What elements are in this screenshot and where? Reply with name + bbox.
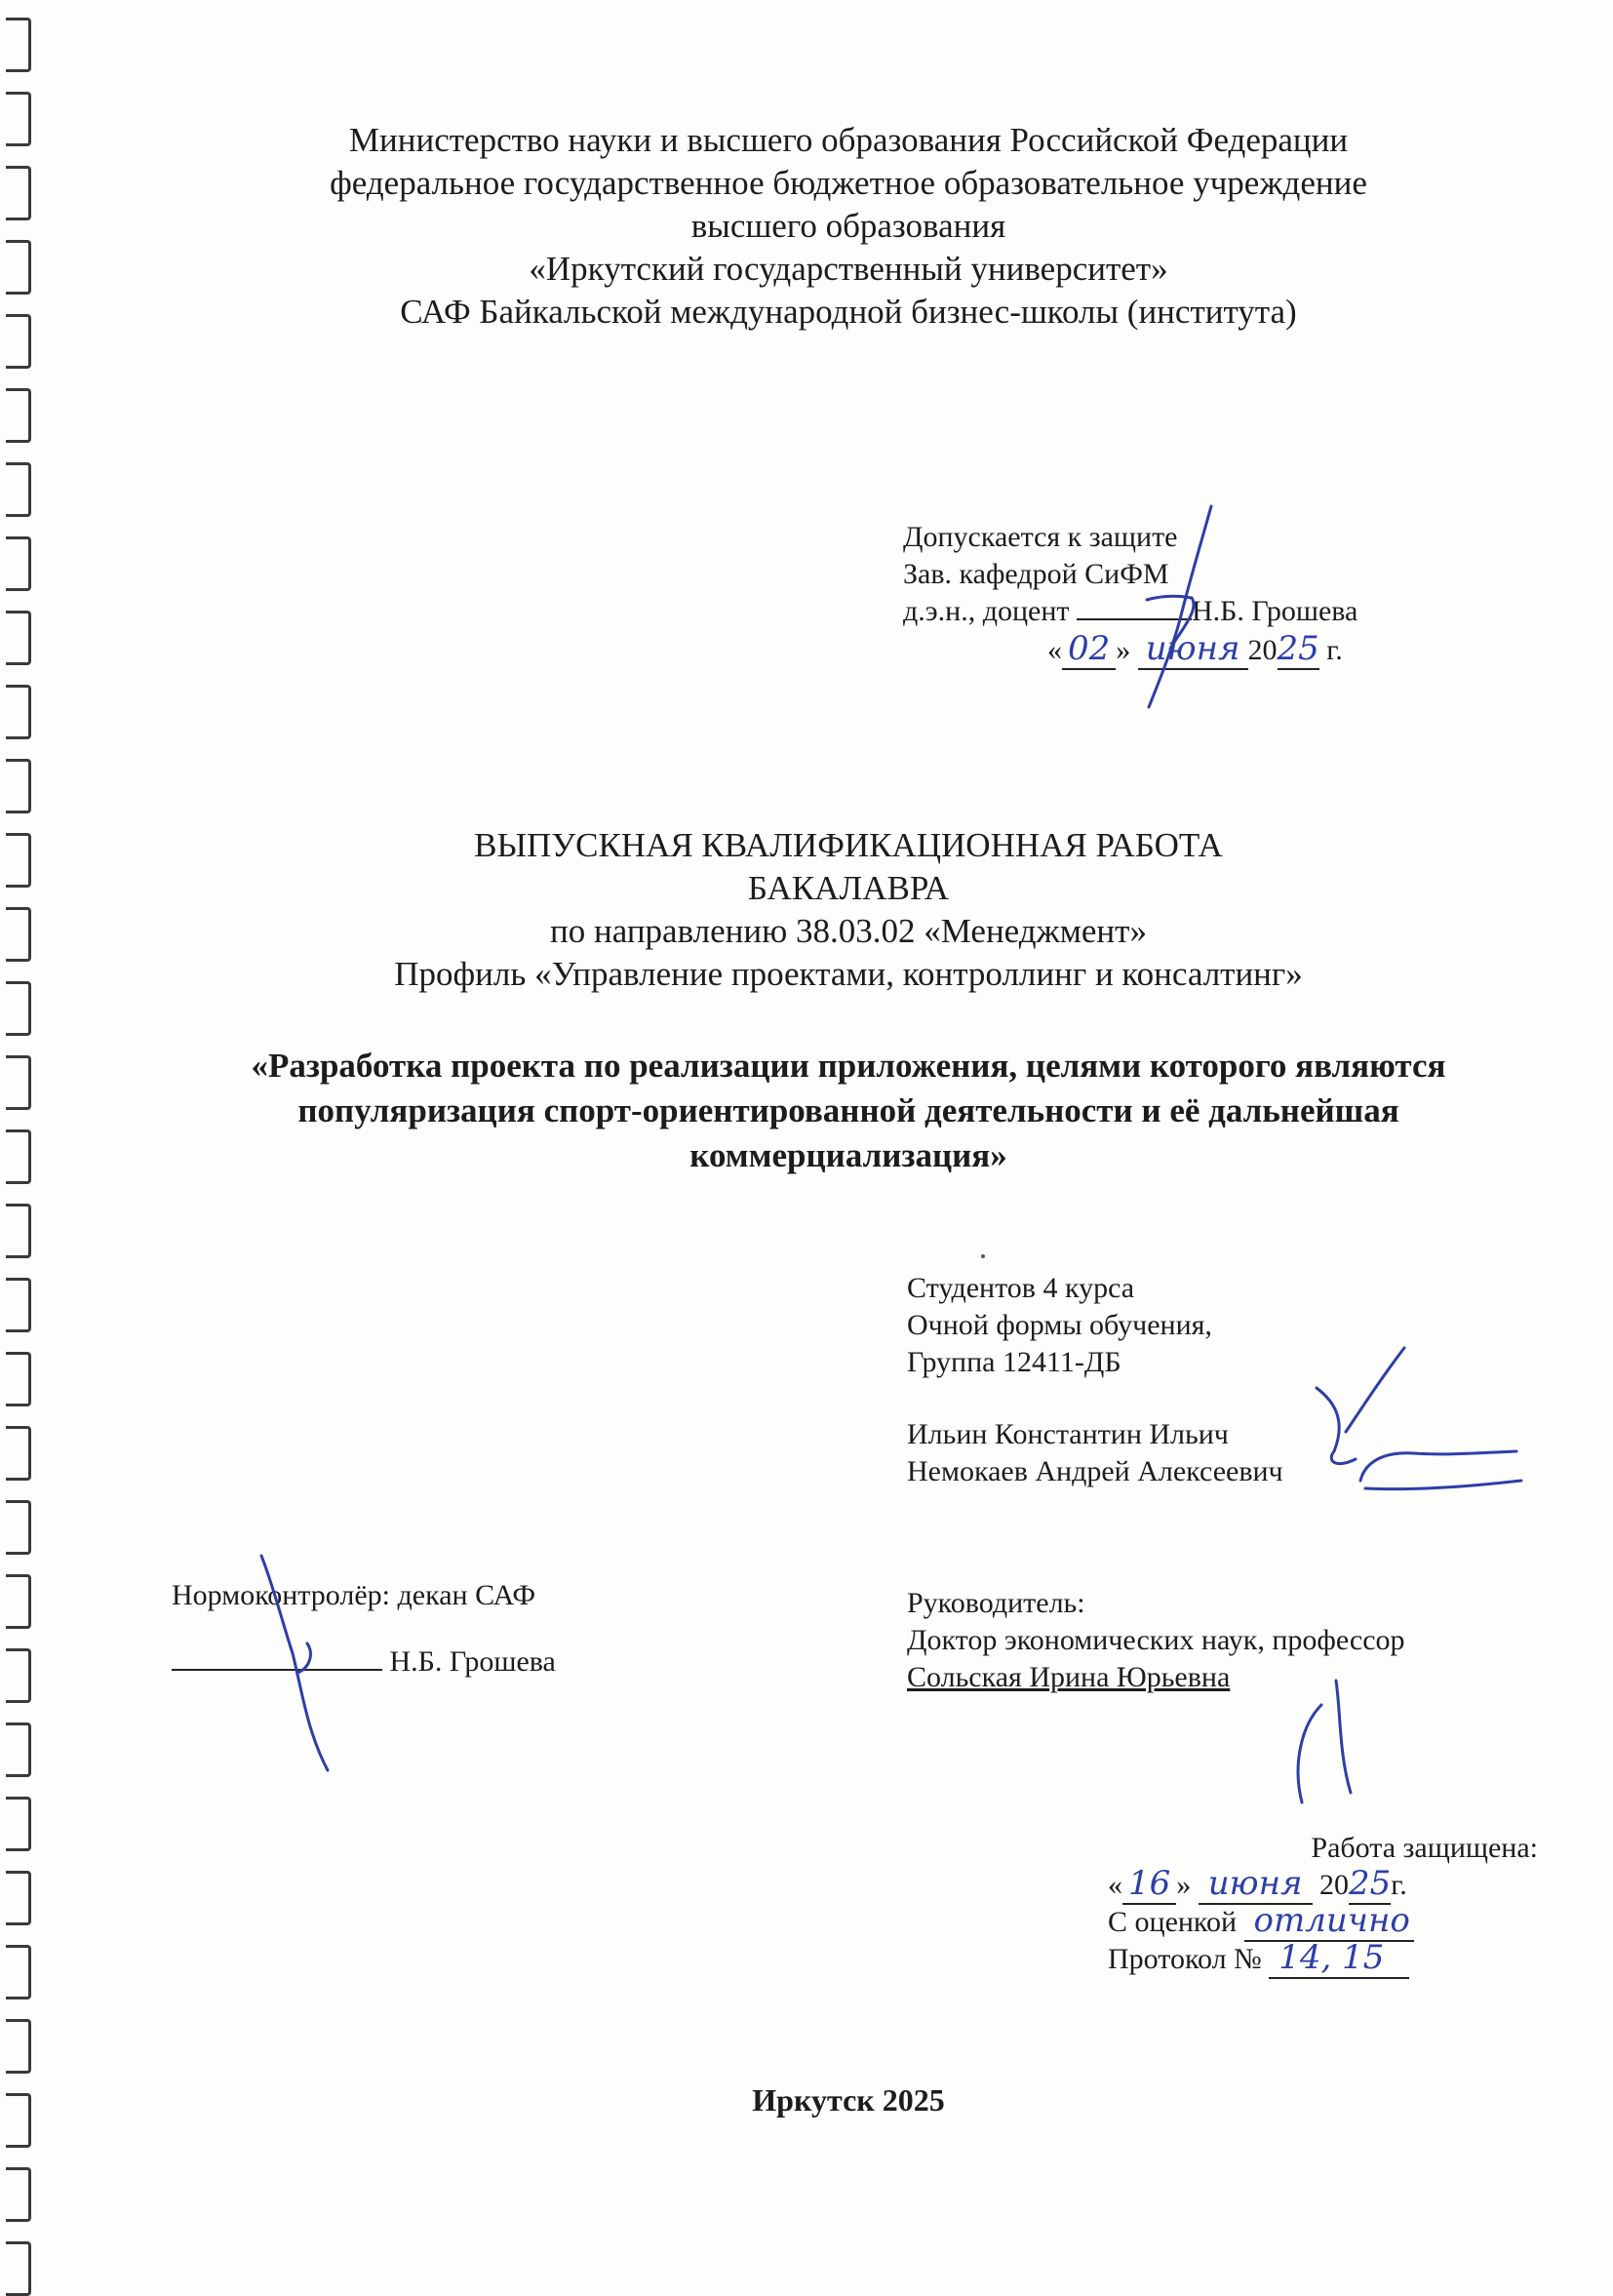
work-title-block bbox=[0, 824, 1613, 996]
direction-line: по направлению 38.03.02 «Менеджмент» bbox=[550, 912, 1147, 950]
education-level-line: высшего образования bbox=[690, 207, 1006, 245]
admission-line: Допускается к защите bbox=[903, 521, 1178, 553]
institution-type-line: федеральное государственное бюджетное образовательное учреждение bbox=[330, 164, 1367, 202]
binding-ring bbox=[6, 536, 31, 591]
supervisor-label: Руководитель: bbox=[907, 1587, 1085, 1619]
supervisor-degree: Доктор экономических наук, профессор bbox=[907, 1624, 1405, 1656]
normcontrol-block bbox=[172, 1577, 556, 1681]
students-block bbox=[907, 1270, 1212, 1381]
binding-ring bbox=[6, 1945, 31, 1999]
supervisor-signature-icon bbox=[1282, 1676, 1380, 1812]
grade-line: С оценкой отлично bbox=[1108, 1903, 1414, 1940]
group-line: Группа 12411-ДБ bbox=[907, 1346, 1121, 1378]
admission-date-year: 25 bbox=[1277, 629, 1319, 668]
normcontrol-label: Нормоконтролёр: декан САФ bbox=[172, 1579, 536, 1611]
binding-ring bbox=[6, 1722, 31, 1777]
binding-ring bbox=[6, 685, 31, 739]
binding-ring bbox=[6, 1500, 31, 1555]
normcontrol-signature-line bbox=[172, 1643, 556, 1681]
university-name-line: «Иркутский государственный университет» bbox=[529, 250, 1168, 288]
binding-ring bbox=[6, 611, 31, 665]
binding-ring bbox=[6, 388, 31, 443]
thesis-topic: «Разработка проекта по реализации приложения, целями которого являются популяризация спорт-ориентированной деятельности и её дальнейшая коммерциализация» bbox=[251, 1047, 1446, 1174]
paper-speck bbox=[981, 1254, 985, 1258]
degree-line: БАКАЛАВРА bbox=[747, 869, 950, 907]
authors-block bbox=[907, 1416, 1283, 1490]
normcontrol-signature-icon bbox=[254, 1546, 341, 1775]
binding-ring bbox=[6, 1871, 31, 1925]
binding-ring bbox=[6, 1426, 31, 1481]
work-type-line: ВЫПУСКНАЯ КВАЛИФИКАЦИОННАЯ РАБОТА bbox=[474, 826, 1223, 864]
department-head-line: Зав. кафедрой СиФМ bbox=[903, 558, 1169, 590]
supervisor-name: Сольская Ирина Юрьевна bbox=[907, 1661, 1231, 1693]
defense-date-month: июня bbox=[1199, 1864, 1313, 1905]
department-head-name-line: д.э.н., доцент Н.Б. Грошева bbox=[903, 595, 1358, 627]
institution-header bbox=[0, 119, 1613, 334]
city-year: Иркутск 2025 bbox=[752, 2082, 945, 2118]
school-name-line: САФ Байкальской международной бизнес-школы (института) bbox=[400, 293, 1297, 331]
defense-title: Работа защищена: bbox=[1311, 1832, 1538, 1864]
binding-ring bbox=[6, 1278, 31, 1332]
binding-ring bbox=[6, 2241, 31, 2296]
defense-date-day: 16 bbox=[1122, 1864, 1176, 1905]
department-head-name: Н.Б. Грошева bbox=[1192, 595, 1358, 627]
binding-ring bbox=[6, 18, 31, 72]
binding-ring bbox=[6, 1204, 31, 1258]
admission-date: « 02 » июня 2025 г. bbox=[1047, 629, 1343, 668]
admission-date-day: 02 bbox=[1062, 629, 1116, 670]
profile-line: Профиль «Управление проектами, контроллинг и консалтинг» bbox=[394, 955, 1303, 993]
binding-ring bbox=[6, 2019, 31, 2074]
defense-date-year: 25 bbox=[1349, 1864, 1392, 1903]
author-signature-icon bbox=[1307, 1344, 1531, 1515]
binding-ring bbox=[6, 1352, 31, 1406]
binding-ring bbox=[6, 462, 31, 517]
protocol-value: 14, 15 bbox=[1269, 1938, 1409, 1979]
author-name: Немокаев Андрей Алексеевич bbox=[907, 1455, 1283, 1487]
binding-ring bbox=[6, 1648, 31, 1703]
study-form-line: Очной формы обучения, bbox=[907, 1309, 1212, 1341]
defense-date: « 16 » июня 2025г. bbox=[1108, 1864, 1407, 1903]
admission-date-month: июня bbox=[1138, 629, 1248, 670]
ministry-line: Министерство науки и высшего образования Российской Федерации bbox=[348, 121, 1349, 159]
defense-block bbox=[1108, 1866, 1414, 1977]
normcontrol-name: Н.Б. Грошева bbox=[389, 1645, 556, 1678]
protocol-line: Протокол № 14, 15 bbox=[1108, 1940, 1414, 1977]
binding-ring bbox=[6, 759, 31, 813]
department-head-signature-icon bbox=[1121, 502, 1239, 712]
grade-value: отлично bbox=[1244, 1901, 1414, 1942]
course-line: Студентов 4 курса bbox=[907, 1272, 1135, 1304]
binding-ring bbox=[6, 1574, 31, 1629]
binding-ring bbox=[6, 1797, 31, 1851]
binding-ring bbox=[6, 2167, 31, 2222]
author-name: Ильин Константин Ильич bbox=[907, 1418, 1229, 1450]
